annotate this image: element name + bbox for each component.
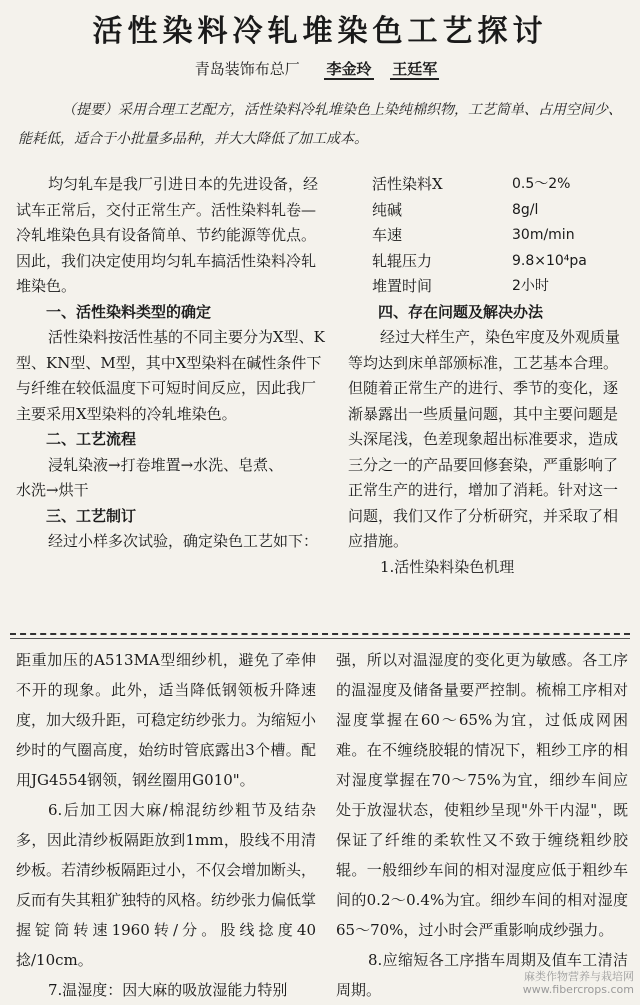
section-heading-3: 三、工艺制订 — [46, 506, 137, 525]
section-1-paragraph: 活性染料按活性基的不同主要分为X型、K型、KN型、M型，其中X型染料在碱性条件下与纤维在较低温度下可短时间反应，因此我厂主要采用X型染料的冷轧堆染色。 — [16, 328, 325, 423]
left-column — [16, 172, 328, 555]
param-name: 纯碱 — [372, 200, 403, 219]
subsection-heading: 1.活性染料染色机理 — [380, 557, 515, 576]
abstract: （提要）采用合理工艺配方，活性染料冷轧堆染色上染纯棉织物，工艺简单、占用空间少、能耗低，适合于小批量多品种，并大大降低了加工成本。 — [18, 102, 622, 147]
param-row — [348, 249, 630, 275]
page-cut-rule — [10, 638, 630, 639]
site-watermark — [523, 970, 634, 996]
intro-paragraph: 均匀轧车是我厂引进日本的先进设备，经试车正常后，交付正常生产。活性染料轧卷—冷轧堆染色具有设备简单、节约能源等优点。因此，我们决定使用均匀轧车搞活性染料冷轧堆染色。 — [16, 175, 319, 295]
watermark-line-1: 麻类作物营养与栽培网 — [524, 970, 634, 983]
param-value: 30m/min — [512, 227, 575, 243]
param-row — [348, 223, 630, 249]
section-heading-1: 一、活性染料类型的确定 — [46, 302, 212, 321]
lower-right-paragraph-2: 8.应缩短各工序揩车周期及值车工清洁周期。 — [336, 951, 628, 999]
author-organization: 青岛装饰布总厂 — [194, 60, 300, 78]
param-name: 堆置时间 — [372, 277, 433, 295]
right-column — [348, 172, 630, 580]
byline — [0, 58, 640, 79]
param-value: 0.5～2% — [512, 176, 571, 192]
lower-left-paragraph-3: 7.温湿度：因大麻的吸放湿能力特别 — [48, 981, 288, 999]
param-row — [348, 198, 630, 224]
page-cut-divider — [10, 633, 630, 635]
param-name: 轧辊压力 — [372, 251, 433, 270]
lower-left-paragraph-2: 6.后加工因大麻/棉混纺纱粗节及结杂多，因此清纱板隔距放到1mm，股线不用清纱板。若清纱板隔距过小，不仅会增加断头，反而有失其粗犷独特的风格。纺纱张力偏低掌握锭筒转速1960转/分。股线捻度40捻/10cm。 — [16, 801, 317, 969]
param-value: 8g/l — [512, 201, 539, 218]
section-3-paragraph: 经过小样多次试验，确定染色工艺如下： — [48, 532, 319, 550]
lower-right-paragraph-1: 强，所以对温湿度的变化更为敏感。各工序的温湿度及储备量要严控制。梳棉工序相对湿度掌握在60～65%为宜，过低成网困难。在不缠绕胶辊的情况下，粗纱工序的相对湿度掌握在70～75%为宜，细纱车间应处于放湿状态，使粗纱呈现"外干内湿"，既保证了纤维的柔软性又不致于缠绕粗纱胶辊。一般细纱车间的相对湿度应低于粗纱车间的0.2～0.4%为宜。细纱车间的相对湿度65～70%，过小时会严重影响成纱强力。 — [336, 651, 628, 939]
param-row — [348, 172, 630, 198]
watermark-line-2: www.fibercrops.com — [522, 983, 634, 996]
section-heading-4: 四、存在问题及解决办法 — [378, 302, 544, 321]
process-parameter-list — [348, 172, 630, 300]
section-4-paragraph: 经过大样生产，染色牢度及外观质量等均达到床单部颁标准，工艺基本合理。但随着正常生产的进行、季节的变化，逐渐暴露出一些质量问题，其中主要问题是头深尾浅，色差现象超出标准要求，造成三分之一的产品要回修套染，严重影响了正常生产的进行，增加了消耗。针对这一问题，我们又作了分析研究，并采取了相应措施。 — [348, 328, 621, 550]
lower-left-paragraph-1: 距重加压的A513MA型细纱机，避免了牵伸不开的现象。此外，适当降低钢领板升降速度，加大级升距，可稳定纺纱张力。为缩短小纱时的气圈高度，始纺时管底露出3个槽。配用JG4554钢领，钢丝圈用G010"。 — [16, 651, 317, 789]
param-name: 车速 — [372, 226, 403, 244]
author-name-2: 王廷军 — [392, 60, 438, 78]
process-flow-line-1: 浸轧染液→打卷堆置→水洗、皂煮、 — [48, 455, 284, 474]
lower-left-column — [16, 645, 316, 1005]
process-flow-line-2: 水洗→烘干 — [16, 481, 89, 499]
author-name-1: 李金玲 — [326, 60, 372, 78]
param-row — [348, 274, 630, 300]
param-value: 9.8×10⁴pa — [512, 252, 587, 269]
param-value: 2小时 — [512, 278, 549, 294]
section-heading-2: 二、工艺流程 — [46, 430, 137, 448]
article-title: 活性染料冷轧堆染色工艺探讨 — [92, 14, 548, 49]
lower-right-column — [336, 645, 628, 1005]
param-name: 活性染料X — [372, 175, 443, 193]
